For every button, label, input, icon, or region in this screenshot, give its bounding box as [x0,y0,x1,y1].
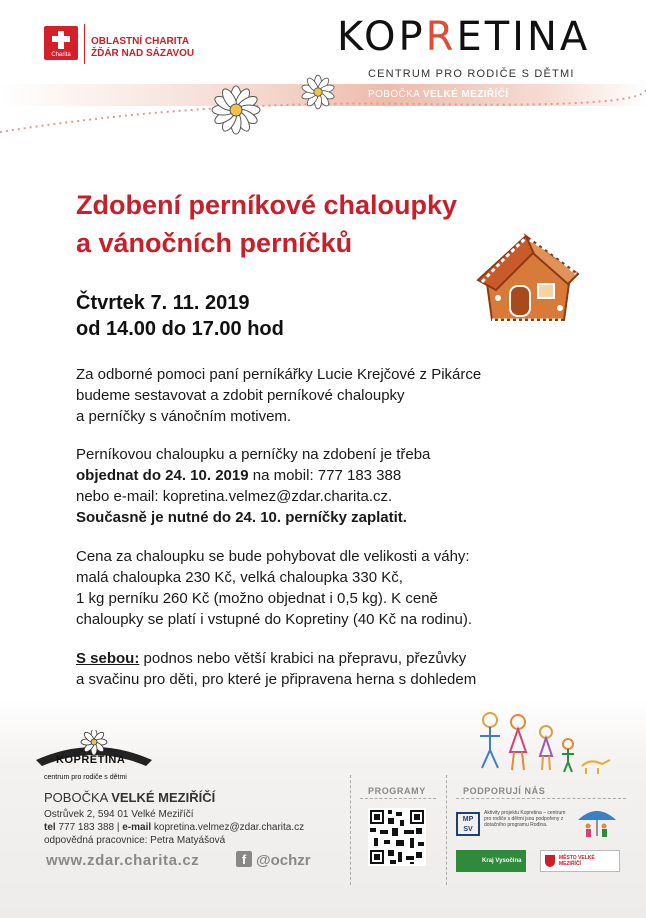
gingerbread-house-icon [468,228,588,328]
kraj-vysocina-logo: Kraj Vysočina [456,850,526,872]
daisy-flowers-decoration [0,70,646,150]
charita-logo-word: Charita [51,52,71,58]
charita-logo [44,26,78,60]
event-time: od 14.00 do 17.00 hod [76,318,284,340]
event-title-line1: Zdobení perníkové chaloupky [76,190,458,220]
charita-name-line1: OBLASTNÍ CHARITA [91,36,190,47]
paragraph-intro [76,364,576,427]
text-line: Cena za chaloupku se bude pohybovat dle velikosti a váhy: [76,548,470,565]
kopretina-title: KOPRETINA [337,14,591,60]
text-line: budeme sestavovat a zdobit perníkové chaloupky [76,387,405,404]
email-line: nebo e-mail: kopretina.velmez@zdar.charita.cz. [76,488,393,505]
text-line: S sebou: podnos nebo větší krabici na přepravu, přezůvky [76,650,467,667]
divider [456,798,626,799]
footer-branch: POBOČKA VELKÉ MEZIŘÍČÍ [44,790,216,805]
mesto-velke-mezirici-logo: MĚSTO VELKÉ MEZIŘÍČÍ [540,850,620,872]
footer-address-block [44,808,304,847]
text-line: objednat do 24. 10. 2019 na mobil: 777 183 388 [76,467,402,484]
paragraph-price [76,546,576,630]
event-title-line2: a vánočních perníčků [76,228,353,258]
kopretina-subtitle: CENTRUM PRO RODIČE S DĚTMI [368,68,575,80]
divider [446,775,447,885]
supporters-label: PODPORUJÍ NÁS [463,786,546,796]
footer-logo-word: KOPRETINA [56,754,126,766]
kids-drawing-icon [470,708,620,778]
event-datetime [76,290,284,342]
text-line: a svačinu pro děti, pro které je připravena herna s dohledem [76,671,477,688]
text-line: Perníkovou chaloupku a perníčky na zdobení je třeba [76,446,431,463]
text-line: Za odborné pomoci paní perníkářky Lucie Krejčové z Pikárce [76,366,482,383]
daisy-icon [212,86,260,134]
qr-code-icon[interactable] [368,808,426,866]
paragraph-order [76,444,576,528]
mpsv-logo: MP SV [456,812,480,836]
programs-label: PROGRAMY [368,786,426,796]
footer-responsible: odpovědná pracovnice: Petra Matyášová [44,835,226,846]
text-line: a perníčky s vánočním motivem. [76,408,292,425]
family-umbrella-icon [576,806,618,840]
text-line: malá chaloupka 230 Kč, velká chaloupka 330 Kč, [76,569,403,586]
charita-name [91,36,194,60]
text-line: chaloupky se platí i vstupné do Kopretiny (40 Kč na rodinu). [76,611,473,628]
header-divider [84,24,85,64]
facebook-icon[interactable]: f [236,851,252,867]
text-line: 1 kg perníku 260 Kč (možno objednat i 0,5 kg). K ceně [76,590,438,607]
paragraph-bring [76,648,576,690]
divider [360,798,436,799]
mpsv-support-text: Aktivity projektu Kopretina – centrum pro rodiče s dětmi jsou podpořeny z dotačního programu Rodina. [484,810,566,828]
branch-label: POBOČKA VELKÉ MEZIŘÍČÍ [368,89,509,100]
website-link[interactable]: www.zdar.charita.cz [46,852,200,869]
event-title [76,186,536,262]
footer-address: Ostrůvek 2, 594 01 Velké Meziříčí [44,809,194,820]
divider [350,775,351,885]
footer-logo-subtitle: centrum pro rodiče s dětmi [44,774,127,781]
event-date: Čtvrtek 7. 11. 2019 [76,292,250,314]
text-line: Současně je nutné do 24. 10. perníčky zaplatit. [76,509,407,526]
footer-contact: tel 777 183 388 | e-mail kopretina.velmez@zdar.charita.cz [44,822,305,833]
charita-name-line2: ŽĎÁR NAD SÁZAVOU [91,48,195,59]
facebook-handle[interactable]: @ochzr [256,852,311,869]
